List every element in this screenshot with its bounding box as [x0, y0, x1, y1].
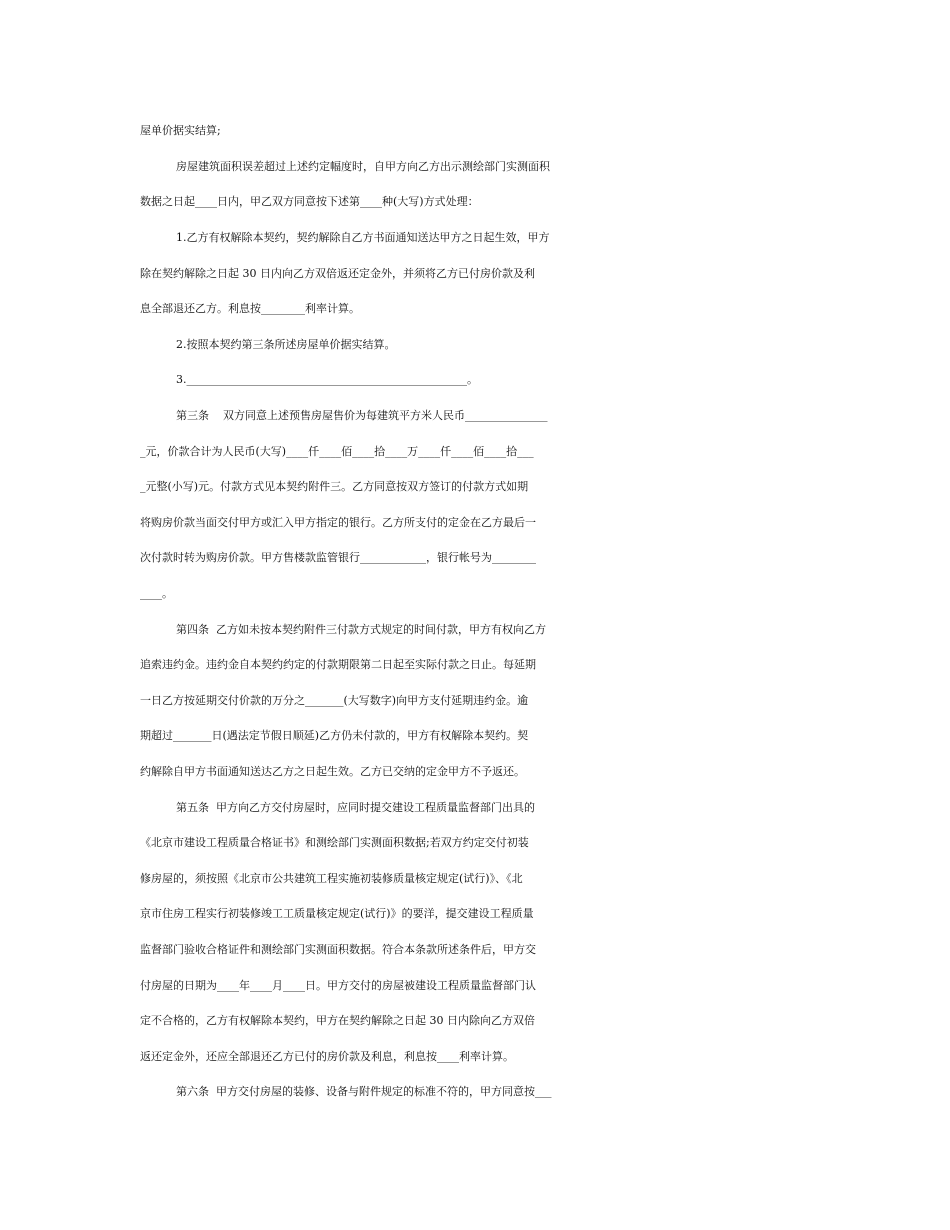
text-line: _元整(小写)元。付款方式见本契约附件三。乙方同意按双方签订的付款方式如期	[140, 480, 529, 493]
article-4-heading-line: 第四条 乙方如未按本契约附件三付款方式规定的时间付款，甲方有权向乙方	[176, 623, 546, 636]
text-line: 除在契约解除之日起 30 日内向乙方双倍返还定金外，并须将乙方已付房价款及利	[140, 267, 535, 280]
list-item-2: 2.按照本契约第三条所述房屋单价据实结算。	[176, 338, 396, 351]
article-6-heading-line: 第六条 甲方交付房屋的装修、设备与附件规定的标准不符的，甲方同意按___	[176, 1085, 552, 1098]
paragraph-line: 房屋建筑面积误差超过上述约定幅度时，自甲方向乙方出示测绘部门实测面积	[176, 160, 550, 173]
list-item-1: 1.乙方有权解除本契约，契约解除自乙方书面通知送达甲方之日起生效，甲方	[176, 231, 550, 244]
list-item-3: 3.___________________________________________________。	[176, 373, 478, 386]
text-line: ____。	[140, 587, 173, 600]
text-line: 次付款时转为购房价款。甲方售楼款监管银行____________，银行帐号为________	[140, 551, 536, 564]
text-line: 修房屋的，须按照《北京市公共建筑工程实施初装修质量核定规定(试行)》、《北	[140, 872, 523, 885]
text-line: 息全部退还乙方。利息按________利率计算。	[140, 302, 360, 315]
text-line: 返还定金外，还应全部退还乙方已付的房价款及利息，利息按____利率计算。	[140, 1050, 514, 1063]
article-3-heading-line: 第三条 双方同意上述预售房屋售价为每建筑平方米人民币_______________	[176, 409, 548, 422]
article-5-heading-line: 第五条 甲方向乙方交付房屋时，应同时提交建设工程质量监督部门出具的	[176, 801, 535, 814]
text-line: 约解除自甲方书面通知送达乙方之日起生效。乙方已交纳的定金甲方不予返还。	[140, 765, 525, 778]
text-line: 期超过_______日(遇法定节假日顺延)乙方仍未付款的，甲方有权解除本契约。契	[140, 729, 529, 742]
text-line: 将购房价款当面交付甲方或汇入甲方指定的银行。乙方所支付的定金在乙方最后一	[140, 516, 536, 529]
text-line: 《北京市建设工程质量合格证书》和测绘部门实测面积数据;若双方约定交付初装	[140, 836, 529, 849]
text-line: 付房屋的日期为____年____月____日。甲方交付的房屋被建设工程质量监督部门认	[140, 979, 536, 992]
text-line: _元，价款合计为人民币(大写)____仟____佰____拾____万____仟____佰____拾___	[140, 445, 534, 458]
text-line: 定不合格的，乙方有权解除本契约，甲方在契约解除之日起 30 日内除向乙方双倍	[140, 1014, 535, 1027]
text-line: 一日乙方按延期交付价款的万分之_______(大写数字)向甲方支付延期违约金。逾	[140, 694, 529, 707]
text-line: 屋单价据实结算;	[140, 124, 221, 137]
text-line: 监督部门验收合格证件和测绘部门实测面积数据。符合本条款所述条件后，甲方交	[140, 943, 536, 956]
text-line: 追索违约金。违约金自本契约约定的付款期限第二日起至实际付款之日止。每延期	[140, 658, 536, 671]
text-line: 数据之日起____日内，甲乙双方同意按下述第____种(大写)方式处理：	[140, 195, 479, 208]
text-line: 京市住房工程实行初装修竣工工质量核定规定(试行)》的要洋，提交建设工程质量	[140, 907, 534, 920]
